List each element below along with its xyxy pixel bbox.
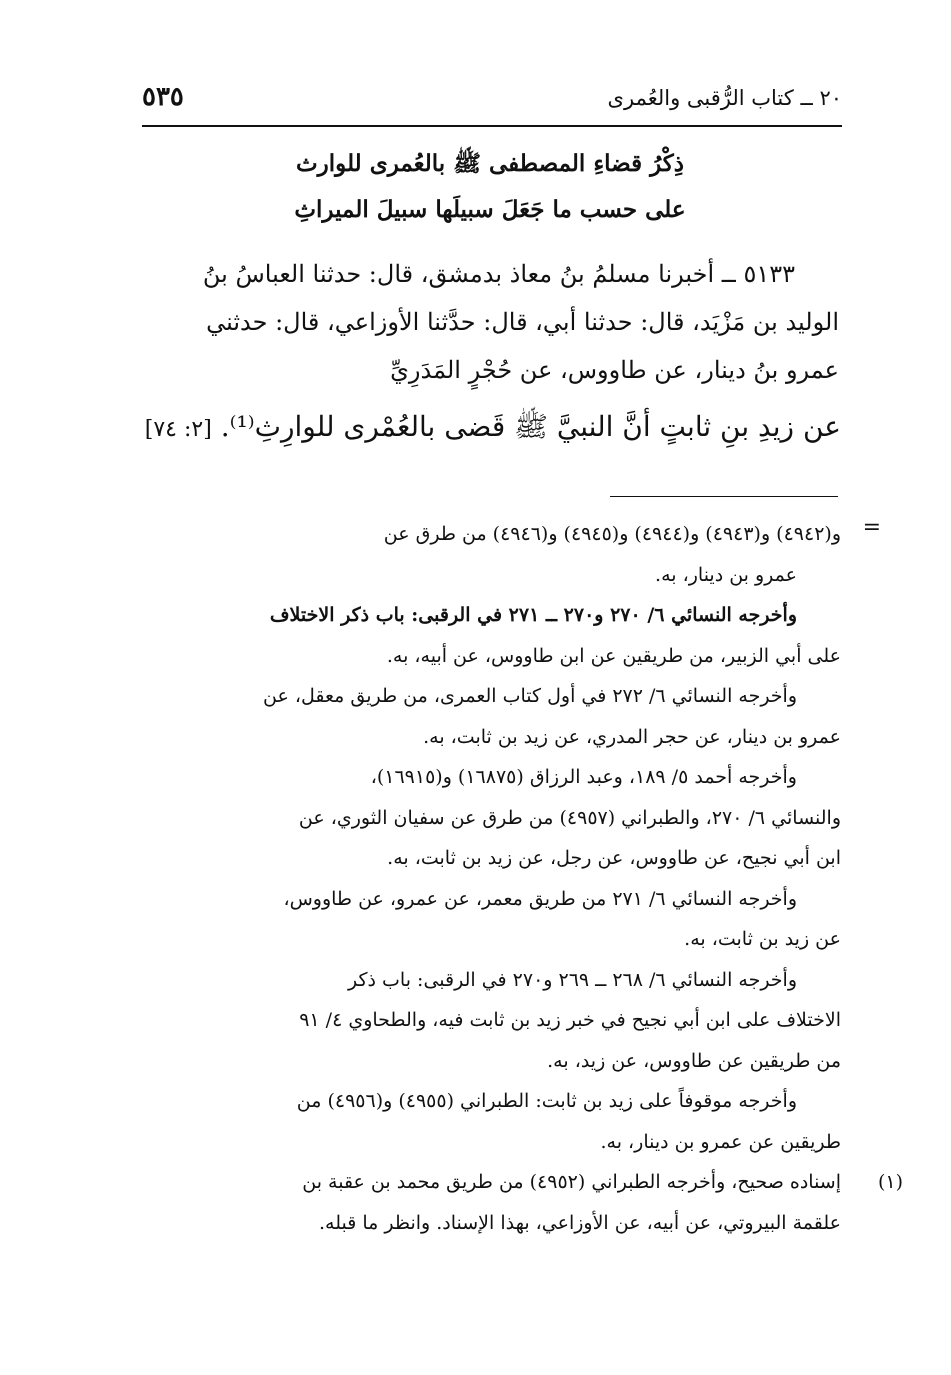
isnad-line: عمرو بنُ دينار، عن طاووس، عن حُجْرٍ المَدَرِيِّ [390,356,839,384]
chapter-title: ٢٠ ــ كتاب الرُّقبى والعُمرى [607,86,842,110]
footnote-1 [141,1162,903,1203]
page-number: ٥٣٥ [142,82,184,112]
footnote-line: وأخرجه النسائي ٦/ ٢٧٢ في أول كتاب العمرى، من طريق معقل، عن [263,685,797,707]
section-title-line-1: ذِكْرُ قضاءِ المصطفى ﷺ بالعُمرى للوارث [296,150,684,177]
footnote-line: الاختلاف على ابن أبي نجيح في خبر زيد بن ثابت فيه، والطحاوي ٤/ ٩١ [299,1009,841,1031]
footnotes [141,514,903,1243]
footnote-line: وأخرجه النسائي ٦/ ٢٧٠ و٢٧٠ ــ ٢٧١ في الرقبى: باب ذكر الاختلاف [269,604,797,626]
footnote-line: إسناده صحيح، وأخرجه الطبراني (٤٩٥٢) من طريق محمد بن عقبة بن [302,1171,841,1193]
isnad-line: ٥١٣٣ ــ أخبرنا مسلمُ بنُ معاذ بدمشق، قال: حدثنا العباسُ بنُ [202,260,795,288]
isnad-line: الوليد بن مَزْيَد، قال: حدثنا أبي، قال: حدَّثنا الأوزاعي، قال: حدثني [206,308,839,336]
footnote-line: والنسائي ٦/ ٢٧٠، والطبراني (٤٩٥٧) من طرق عن سفيان الثوري، عن [298,806,841,829]
footnote-line: عمرو بن دينار، عن حجر المدري، عن زيد بن ثابت، به. [423,725,841,748]
footnote-line: عن زيد بن ثابت، به. [684,928,841,950]
continuation-mark: = [862,515,881,540]
footnote-line: و(٤٩٤٢) و(٤٩٤٣) و(٤٩٤٤) و(٤٩٤٥) و(٤٩٤٦) من طرق عن [383,523,841,545]
footnote-line: وأخرجه النسائي ٦/ ٢٦٨ ــ ٢٦٩ و٢٧٠ في الرقبى: باب ذكر [348,968,797,991]
footnote-line: على أبي الزبير، من طريقين عن ابن طاووس، عن أبيه، به. [386,644,841,667]
matn-text: عن زيدِ بنِ ثابتٍ أنَّ النبيَّ ﷺ قَضى بالعُمْرى للوارِثِ⁽¹⁾. [220,410,841,443]
hadith-matn [141,410,841,450]
footnote-line: وأخرجه موقوفاً على زيد بن ثابت: الطبراني (٤٩٥٥) و(٤٩٥٦) من [296,1090,797,1112]
footnote-line: وأخرجه النسائي ٦/ ٢٧١ من طريق معمر، عن عمرو، عن طاووس، [283,887,797,910]
footnote-line: ابن أبي نجيح، عن طاووس، عن رجل، عن زيد بن ثابت، به. [387,847,841,869]
footnote-line: وأخرجه أحمد ٥/ ١٨٩، وعبد الرزاق (١٦٨٧٥) و(١٦٩١٥)، [370,766,797,788]
running-header [142,82,842,120]
hadith-isnad [144,250,839,394]
footnote-divider [610,496,838,497]
footnote-number: (١) [877,1171,903,1193]
footnote-line: علقمة البيروتي، عن أبيه، عن الأوزاعي، بهذا الإسناد. وانظر ما قبله. [319,1211,841,1234]
footnote-line: من طريقين عن طاووس، عن زيد، به. [547,1049,841,1072]
hadith-reference: [٢: ٧٤] [144,417,212,442]
section-title-line-2: على حسب ما جَعَلَ سبيلَها سبيلَ الميراثِ [294,196,686,223]
footnote-line: طريقين عن عمرو بن دينار، به. [600,1130,841,1153]
footnote-line: عمرو بن دينار، به. [655,563,797,586]
header-divider [142,125,842,127]
